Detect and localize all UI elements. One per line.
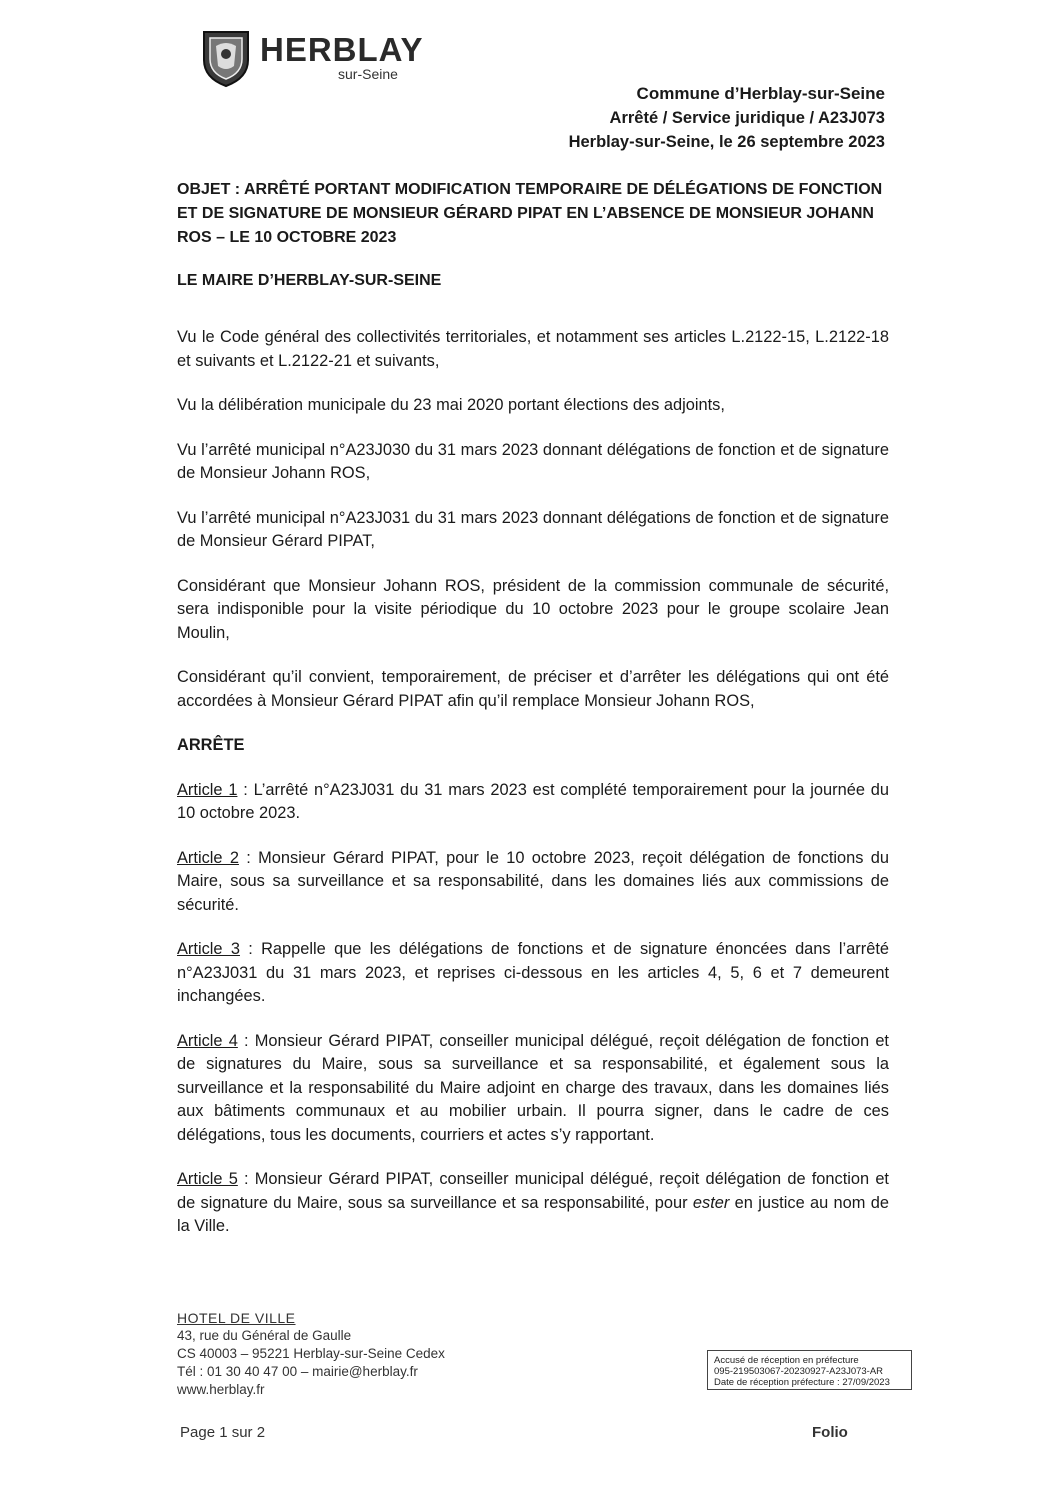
visa-paragraph: Vu l’arrêté municipal n°A23J031 du 31 mars 2023 donnant délégations de fonction et de signature de Monsieur Gérard PIPAT,	[177, 508, 889, 550]
arrete-heading: ARRÊTE	[177, 736, 245, 754]
article-text-emphasis: ester	[692, 1193, 730, 1212]
stamp-line: Accusé de réception en préfecture	[714, 1355, 859, 1366]
article-text: L’arrêté n°A23J031 du 31 mars 2023 est complété temporairement pour la journée du 10 octobre 2023.	[177, 780, 889, 822]
article-4	[177, 1030, 889, 1148]
footer-address	[177, 1309, 445, 1399]
objet-heading: OBJET : ARRÊTÉ PORTANT MODIFICATION TEMPORAIRE DE DÉLÉGATIONS DE FONCTION ET DE SIGNATURE DE MONSIEUR GÉRARD PIPAT EN L’ABSENCE DE MONSIEUR JOHANN ROS – LE 10 OCTOBRE 2023	[177, 181, 883, 246]
article-label: Article 2	[177, 848, 239, 867]
maire-title: LE MAIRE D’HERBLAY-SUR-SEINE	[177, 272, 442, 289]
article-text: en justice au nom de la Ville.	[177, 1193, 889, 1235]
article-separator: :	[237, 1031, 255, 1050]
visa-paragraph: Vu la délibération municipale du 23 mai 2020 portant élections des adjoints,	[177, 396, 725, 414]
article-label: Article 1	[177, 780, 238, 799]
folio-label: Folio	[812, 1424, 848, 1441]
article-3	[177, 938, 889, 1009]
document-body	[177, 326, 889, 1260]
article-text: Monsieur Gérard PIPAT, pour le 10 octobre 2023, reçoit délégation de fonctions du Maire, sous sa surveillance et sa responsabilité, dans les domaines liés aux commissions de sécurité.	[177, 848, 889, 914]
date-line: Herblay-sur-Seine, le 26 septembre 2023	[568, 133, 885, 151]
article-separator: :	[239, 940, 262, 958]
considerant-paragraph: Considérant qu’il convient, temporairement, de préciser et d’arrêter les délégations qui ont été accordées à Monsieur Gérard PIPAT afin qu’il remplace Monsieur Johann ROS,	[177, 668, 889, 710]
prefecture-receipt-stamp	[707, 1350, 912, 1390]
logo-name: HERBLAY	[260, 31, 424, 68]
article-label: Article 5	[177, 1170, 238, 1188]
article-separator: :	[237, 780, 254, 799]
herblay-logo	[200, 26, 423, 88]
considerant-paragraph: Considérant que Monsieur Johann ROS, président de la commission communale de sécurité, sera indisponible pour la visite périodique du 10 octobre 2023 pour le groupe scolaire Jean Moulin,	[177, 576, 889, 642]
stamp-line: 095-219503067-20230927-A23J073-AR	[714, 1366, 884, 1377]
stamp-line: Date de réception préfecture : 27/09/2023	[714, 1377, 890, 1388]
article-separator: :	[237, 1170, 255, 1188]
footer-line: 43, rue du Général de Gaulle	[177, 1328, 352, 1343]
article-5	[177, 1168, 889, 1239]
article-label: Article 3	[177, 940, 240, 958]
logo-subtitle: sur-Seine	[338, 66, 398, 82]
coat-of-arms-icon	[200, 26, 252, 88]
article-text: Monsieur Gérard PIPAT, conseiller municipal délégué, reçoit délégation de fonction et de signature du Maire, sous sa surveillance et sa responsabilité, pour	[177, 1170, 889, 1212]
footer-line: Tél : 01 30 40 47 00 – mairie@herblay.fr	[177, 1364, 418, 1379]
page-number: Page 1 sur 2	[180, 1424, 266, 1441]
footer-line: CS 40003 – 95221 Herblay-sur-Seine Cedex	[177, 1346, 445, 1361]
visa-paragraph: Vu le Code général des collectivités territoriales, et notamment ses articles L.2122-15, L.2122-18 et suivants et L.2122-21 et suivants,	[177, 328, 889, 370]
article-separator: :	[238, 848, 259, 867]
article-2	[177, 847, 889, 918]
footer-line: www.herblay.fr	[177, 1382, 265, 1397]
footer-title: HOTEL DE VILLE	[177, 1310, 296, 1326]
document-header	[569, 82, 885, 154]
reference-line: Arrêté / Service juridique / A23J073	[609, 109, 885, 127]
article-1	[177, 779, 889, 826]
visa-paragraph: Vu l’arrêté municipal n°A23J030 du 31 mars 2023 donnant délégations de fonction et de signature de Monsieur Johann ROS,	[177, 440, 889, 482]
commune-name: Commune d’Herblay-sur-Seine	[636, 84, 885, 103]
article-label: Article 4	[177, 1031, 238, 1050]
article-text: Rappelle que les délégations de fonctions et de signature énoncées dans l’arrêté n°A23J031 du 31 mars 2023, et reprises ci-dessous en les articles 4, 5, 6 et 7 demeurent inchangées.	[177, 940, 889, 1005]
article-text: Monsieur Gérard PIPAT, conseiller municipal délégué, reçoit délégation de fonction et de signatures du Maire, sous sa surveillance et sa responsabilité, et également sous la surveillance et la responsabilité du Maire adjoint en charge des travaux, dans les domaines liés aux bâtiments communaux et au mobilier urbain. Il pourra signer, dans le cadre de ces délégations, tous les documents, courriers et actes s’y rapportant.	[177, 1031, 889, 1144]
